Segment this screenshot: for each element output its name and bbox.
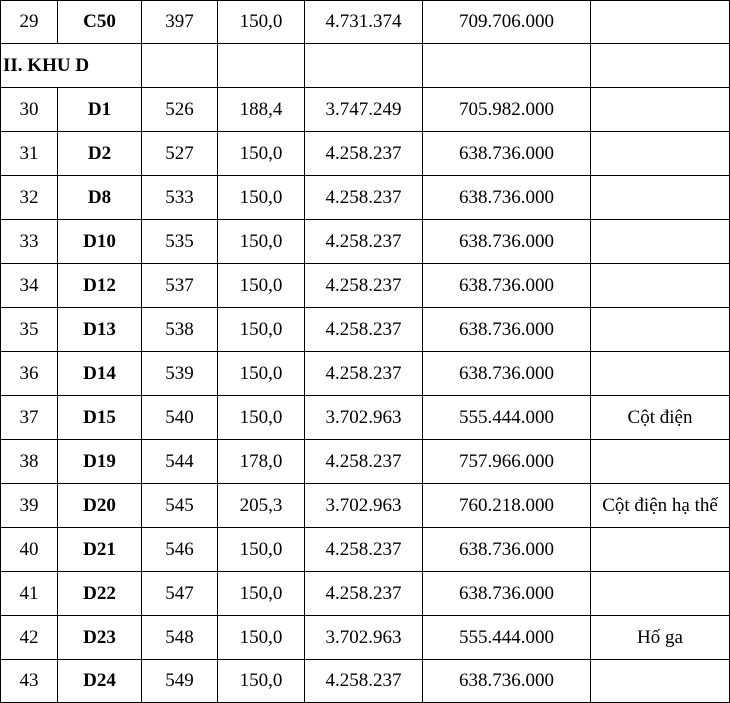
- code-cell: D13: [58, 308, 142, 352]
- note-cell: [591, 308, 730, 352]
- stt-cell: 34: [1, 264, 58, 308]
- code-cell: D19: [58, 440, 142, 484]
- code-cell: D1: [58, 88, 142, 132]
- code-cell: C50: [58, 1, 142, 44]
- lot-cell: 535: [142, 220, 218, 264]
- area-cell: 150,0: [218, 572, 305, 616]
- lot-cell: 527: [142, 132, 218, 176]
- total-cell: 638.736.000: [423, 308, 591, 352]
- table-row: [1, 440, 730, 484]
- note-cell: Cột điện hạ thế: [591, 484, 730, 528]
- unit-price-cell: 4.258.237: [305, 528, 423, 572]
- stt-cell: 36: [1, 352, 58, 396]
- area-cell: 150,0: [218, 1, 305, 44]
- note-cell: [591, 176, 730, 220]
- code-cell: D20: [58, 484, 142, 528]
- lot-cell: 526: [142, 88, 218, 132]
- total-cell: 705.982.000: [423, 88, 591, 132]
- unit-price-cell: 4.258.237: [305, 660, 423, 703]
- unit-price-cell: 4.258.237: [305, 220, 423, 264]
- stt-cell: 39: [1, 484, 58, 528]
- area-cell: 150,0: [218, 528, 305, 572]
- table-row: [1, 176, 730, 220]
- note-cell: [591, 440, 730, 484]
- table-row: [1, 352, 730, 396]
- stt-cell: 41: [1, 572, 58, 616]
- lot-cell: 538: [142, 308, 218, 352]
- table-row: [1, 572, 730, 616]
- lot-cell: 537: [142, 264, 218, 308]
- stt-cell: 35: [1, 308, 58, 352]
- area-cell: 205,3: [218, 484, 305, 528]
- code-cell: D10: [58, 220, 142, 264]
- total-cell: 555.444.000: [423, 396, 591, 440]
- stt-cell: 42: [1, 616, 58, 660]
- code-cell: D22: [58, 572, 142, 616]
- stt-cell: 31: [1, 132, 58, 176]
- unit-price-cell: 4.258.237: [305, 352, 423, 396]
- lot-cell: 547: [142, 572, 218, 616]
- stt-cell: 37: [1, 396, 58, 440]
- note-cell: [591, 528, 730, 572]
- stt-cell: 29: [1, 1, 58, 44]
- area-cell: 150,0: [218, 132, 305, 176]
- note-cell: Hố ga: [591, 616, 730, 660]
- total-cell: 638.736.000: [423, 528, 591, 572]
- unit-price-cell: 4.258.237: [305, 132, 423, 176]
- lot-cell: 546: [142, 528, 218, 572]
- table-row: [1, 484, 730, 528]
- total-cell: 638.736.000: [423, 132, 591, 176]
- unit-price-cell: 4.258.237: [305, 440, 423, 484]
- note-cell: [591, 132, 730, 176]
- code-cell: D21: [58, 528, 142, 572]
- note-cell: [591, 220, 730, 264]
- area-cell: 150,0: [218, 352, 305, 396]
- note-cell: [591, 352, 730, 396]
- lot-cell: 549: [142, 660, 218, 703]
- area-cell: 150,0: [218, 616, 305, 660]
- code-cell: D2: [58, 132, 142, 176]
- lot-cell: 397: [142, 1, 218, 44]
- table-row: [1, 264, 730, 308]
- stt-cell: 30: [1, 88, 58, 132]
- area-cell: 150,0: [218, 220, 305, 264]
- stt-cell: 40: [1, 528, 58, 572]
- note-cell: [591, 1, 730, 44]
- empty-cell: [423, 44, 591, 88]
- total-cell: 760.218.000: [423, 484, 591, 528]
- table-row: [1, 616, 730, 660]
- table-row: [1, 660, 730, 703]
- unit-price-cell: 4.258.237: [305, 176, 423, 220]
- section-row: [1, 44, 730, 88]
- unit-price-cell: 3.702.963: [305, 484, 423, 528]
- table-row: [1, 220, 730, 264]
- total-cell: 555.444.000: [423, 616, 591, 660]
- total-cell: 638.736.000: [423, 352, 591, 396]
- total-cell: 638.736.000: [423, 660, 591, 703]
- code-cell: D24: [58, 660, 142, 703]
- unit-price-cell: 3.747.249: [305, 88, 423, 132]
- lot-cell: 533: [142, 176, 218, 220]
- unit-price-cell: 4.258.237: [305, 264, 423, 308]
- total-cell: 638.736.000: [423, 220, 591, 264]
- lot-cell: 544: [142, 440, 218, 484]
- code-cell: D12: [58, 264, 142, 308]
- note-cell: [591, 88, 730, 132]
- lot-cell: 548: [142, 616, 218, 660]
- unit-price-cell: 3.702.963: [305, 616, 423, 660]
- stt-cell: 32: [1, 176, 58, 220]
- stt-cell: 38: [1, 440, 58, 484]
- unit-price-cell: 4.731.374: [305, 1, 423, 44]
- empty-cell: [591, 44, 730, 88]
- note-cell: [591, 264, 730, 308]
- total-cell: 638.736.000: [423, 572, 591, 616]
- code-cell: D23: [58, 616, 142, 660]
- code-cell: D8: [58, 176, 142, 220]
- table-body: [1, 1, 730, 703]
- area-cell: 150,0: [218, 264, 305, 308]
- unit-price-cell: 3.702.963: [305, 396, 423, 440]
- code-cell: D15: [58, 396, 142, 440]
- total-cell: 757.966.000: [423, 440, 591, 484]
- note-cell: [591, 660, 730, 703]
- empty-cell: [305, 44, 423, 88]
- table-row: [1, 132, 730, 176]
- empty-cell: [218, 44, 305, 88]
- table-row: [1, 1, 730, 44]
- area-cell: 188,4: [218, 88, 305, 132]
- area-cell: 178,0: [218, 440, 305, 484]
- area-cell: 150,0: [218, 176, 305, 220]
- total-cell: 638.736.000: [423, 176, 591, 220]
- empty-cell: [142, 44, 218, 88]
- stt-cell: 43: [1, 660, 58, 703]
- table-row: [1, 308, 730, 352]
- area-cell: 150,0: [218, 308, 305, 352]
- lot-cell: 539: [142, 352, 218, 396]
- table-row: [1, 88, 730, 132]
- lot-cell: 545: [142, 484, 218, 528]
- total-cell: 709.706.000: [423, 1, 591, 44]
- total-cell: 638.736.000: [423, 264, 591, 308]
- area-cell: 150,0: [218, 396, 305, 440]
- lot-cell: 540: [142, 396, 218, 440]
- code-cell: D14: [58, 352, 142, 396]
- area-cell: 150,0: [218, 660, 305, 703]
- stt-cell: 33: [1, 220, 58, 264]
- table-row: [1, 396, 730, 440]
- section-heading: II. KHU D: [1, 44, 142, 88]
- unit-price-cell: 4.258.237: [305, 308, 423, 352]
- unit-price-cell: 4.258.237: [305, 572, 423, 616]
- table-row: [1, 528, 730, 572]
- note-cell: Cột điện: [591, 396, 730, 440]
- note-cell: [591, 572, 730, 616]
